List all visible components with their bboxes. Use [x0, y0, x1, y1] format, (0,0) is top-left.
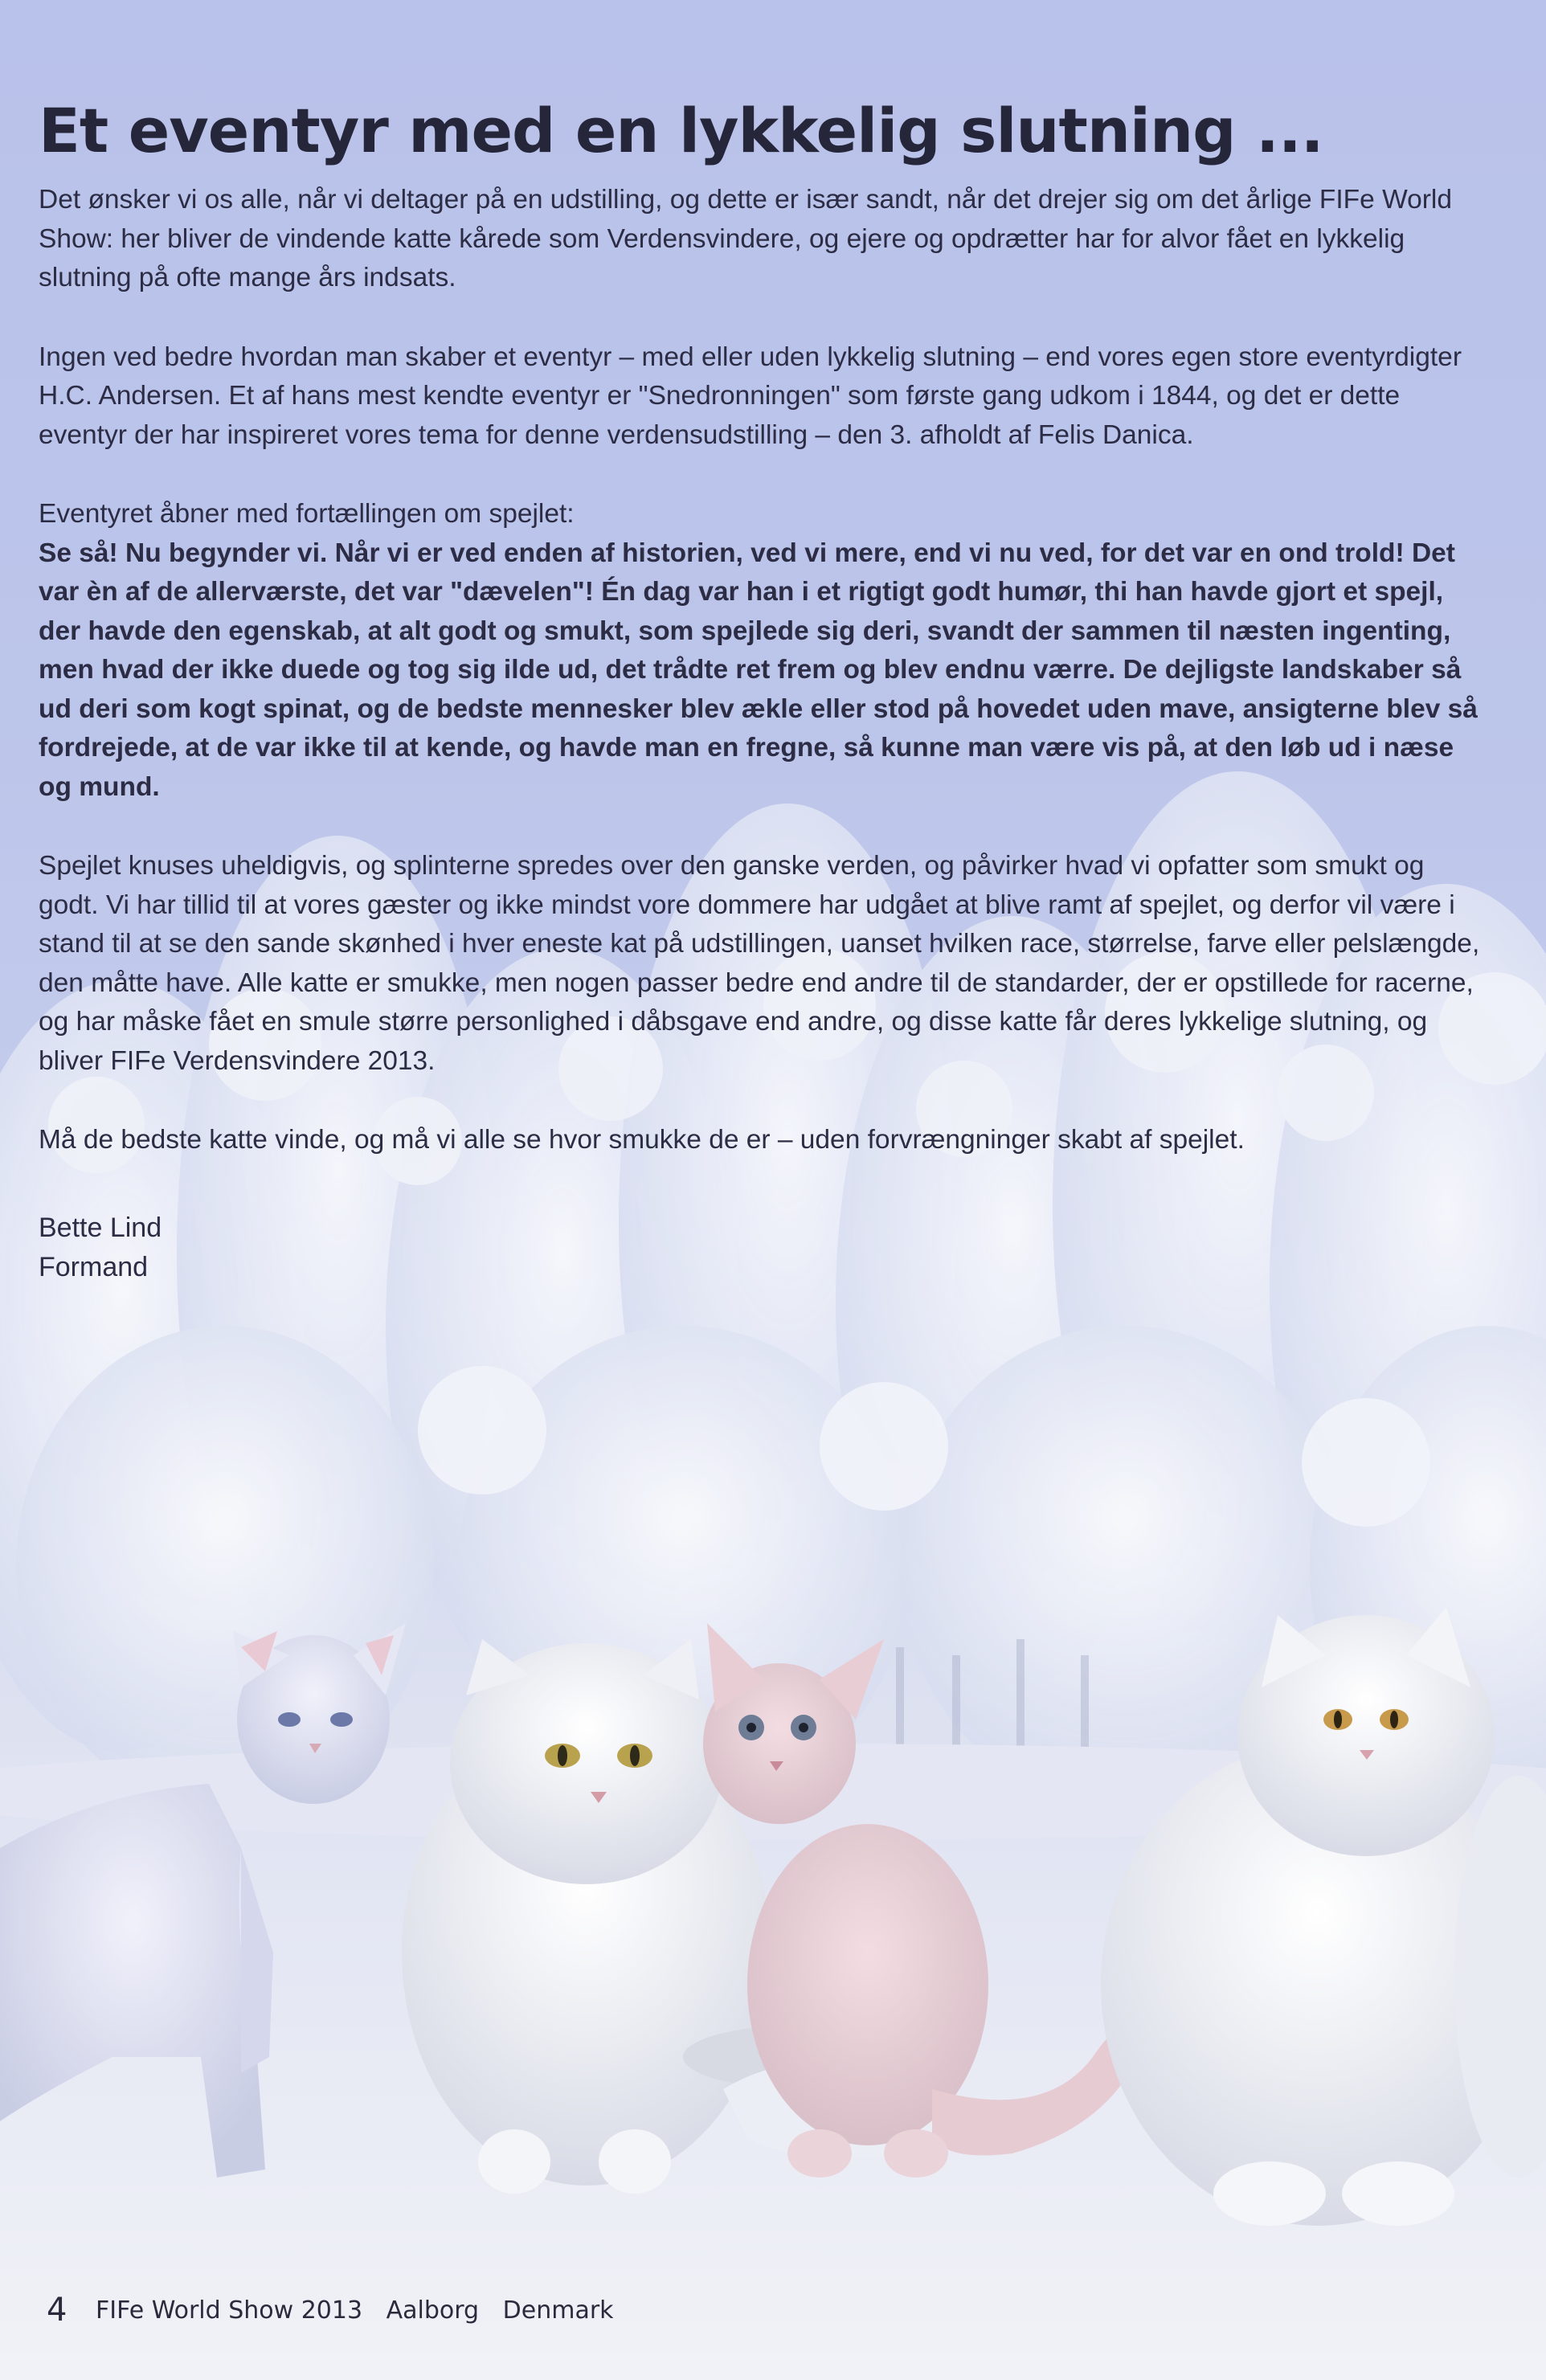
page-footer: [47, 2292, 630, 2329]
footer-city: Aalborg: [386, 2296, 480, 2325]
paragraph-mirror-shattered: Spejlet knuses uheldigvis, og splinterne spredes over den ganske verden, og påvirker hvad vi opfatter som smukt og godt. Vi har tillid til at vores gæster og ikke mindst vore dommere har udgået at blive ramt af spejlet, og derfor vil være i stand til at se den sande skønhed i hver eneste kat på udstillingen, uanset hvilken race, størrelse, farve eller pelslængde, den måtte have. Alle katte er smukke, men nogen passer bedre end andre til de standarder, der er opstillede for racerne, og har måske fået en smule større personlighed i dåbsgave end andre, og disse katte får deres lykkelige slutning, og bliver FIFe Verdensvindere 2013.: [39, 851, 1480, 1076]
signature: [39, 1208, 1485, 1287]
signature-name: Bette Lind: [39, 1212, 162, 1243]
paragraph-intro: Det ønsker vi os alle, når vi deltager på en udstilling, og dette er især sandt, når det drejer sig om det årlige FIFe World Show: her bliver de vindende katte kårede som Verdensvindere, og ejere og opdrætter har for alvor fået en lykkelig slutning på ofte mange års indsats.: [39, 185, 1452, 292]
paragraph-mirror-intro: Eventyret åbner med fortællingen om spejlet:: [39, 499, 575, 529]
page-number: 4: [47, 2292, 67, 2329]
paragraph-fairytale: Ingen ved bedre hvordan man skaber et eventyr – med eller uden lykkelig slutning – end vores egen store eventyrdigter H.C. Andersen. Et af hans mest kendte eventyr er "Snedronningen" som første gang udkom i 1844, og det er dette eventyr der har inspireret vores tema for denne verdensudstilling – den 3. afholdt af Felis Danica.: [39, 341, 1462, 450]
paragraph-closing: Må de bedste katte vinde, og må vi alle se hvor smukke de er – uden forvrængninger skabt af spejlet.: [39, 1125, 1245, 1155]
signature-role: Formand: [39, 1251, 149, 1282]
publication-name: FIFe World Show 2013: [96, 2296, 363, 2325]
quote-snow-queen: Se så! Nu begynder vi. Når vi er ved enden af historien, ved vi mere, end vi nu ved, for det var en ond trold! Det var èn af de allerværste, det var "dævelen"! Én dag var han i et rigtigt godt humør, thi han havde gjort et spejl, der havde den egenskab, at alt godt og smukt, som spejlede sig deri, svandt der sammen til næsten ingenting, men hvad der ikke duede og tog sig ilde ud, det trådte ret frem og blev endnu værre. De dejligste landskaber så ud deri som kogt spinat, og de bedste mennesker blev ækle eller stod på hovedet uden mave, ansigterne blev så fordrejede, at de var ikke til at kende, og havde man en fregne, så kunne man være vis på, at den løb ud i næse og mund.: [39, 538, 1478, 802]
article-title: Et eventyr med en lykkelig slutning ...: [39, 95, 1323, 166]
article-body: [39, 181, 1485, 1287]
footer-country: Denmark: [502, 2296, 614, 2325]
